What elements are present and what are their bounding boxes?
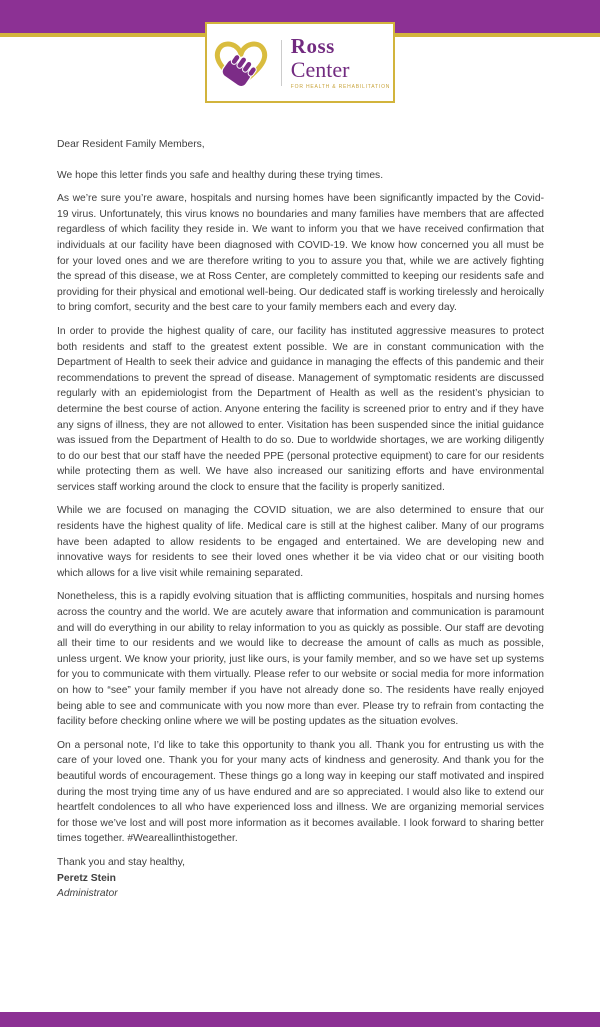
signature-title: Administrator (57, 888, 118, 900)
letter-paragraph: While we are focused on managing the COVID situation, we are also determined to ensure that our residents have the highest quality of life. Medical care is still at the highest caliber. Many of our programs have been adapted to allow residents to be engaged and entertained. We are developing new and innovative ways for residents to see their loved ones whether it be via video chat or our visiting booth which allows for a live visit while remaining separated. (57, 505, 544, 579)
footer-purple-bar (0, 1012, 600, 1027)
letter-paragraph: In order to provide the highest quality of care, our facility has instituted aggressive measures to protect both residents and staff to the greatest extent possible. We are in constant communication with the Department of Health to seek their advice and guidance in managing the effects of this pandemic and their recommendations to prevent the spread of disease. Management of symptomatic residents are discussed regularly with an epidemiologist from the Department of Health as well as the resident’s physician to determine the best course of action. Anyone entering the facility is screened prior to entry and if they have any signs of illness, they are not allowed to enter. Visitation has been suspended since the initial guidance was issued from the Department of Health to do so. Due to worldwide shortages, we are working diligently to do our best that our staff have the needed PPE (personal protective equipment) to care for our residents while protecting them as well. We have also increased our sanitizing efforts and have environmental services staff working around the clock to ensure that the facility is properly sanitized. (57, 325, 544, 493)
logo-tagline: FOR HEALTH & REHABILITATION (290, 83, 391, 90)
letter-paragraph: On a personal note, I’d like to take this opportunity to thank you all. Thank you for entrusting us with the care of your loved one. Thank you for your many acts of kindness and generosity. And thank you for the beautiful words of encouragement. These things go a long way in keeping our staff motivated and inspired during the most trying time any of us have endured and are so appreciated. I would also like to extend our heartfelt condolences to all who have experienced loss and illness. We are organizing memorial services for those we’ve lost and will post more information as it becomes available. I look forward to sharing better times together. #Weareallinthistogether. (57, 739, 544, 845)
letter-paragraph: Nonetheless, this is a rapidly evolving situation that is afflicting communities, hospitals and nursing homes across the country and the world. We are acutely aware that information and communication is paramount and will do everything in our ability to relay information to you as quickly as possible. Our staff are devoting all their time to our residents and we would like to decrease the amount of calls as much as possible, unless urgent. We know your priority, just like ours, is your family member, and so we have set up systems for you to communicate with them virtually. Please refer to our website or social media for more information on how to “see” your family member if you have not already done so. The residents have really enjoyed being able to see and communicate with you now more than ever. Please try to refrain from contacting the facility before checking online where we will be posting updates as the situation evolves. (57, 591, 544, 728)
logo-text (290, 33, 391, 90)
salutation: Dear Resident Family Members, (57, 139, 205, 150)
logo-name-ross: Ross (290, 33, 335, 58)
logo-divider (281, 40, 282, 86)
letter-body (57, 137, 544, 902)
closing: Thank you and stay healthy, (57, 856, 186, 868)
signature-name: Peretz Stein (57, 872, 116, 884)
heart-hand-logo-icon (210, 34, 272, 92)
letter-paragraph: As we’re sure you’re aware, hospitals and nursing homes have been significantly impacted by the Covid-19 virus. Unfortunately, this virus knows no boundaries and many families have members that are affected regardless of which facility they reside in. We want to inform you that we have received confirmation that individuals at our facility have been diagnosed with COVID-19. We know how concerned you all must be for your loved ones and we are therefore writing to you to assure you that, while we are actively fighting the spread of this disease, we at Ross Center, are completely committed to keeping our residents safe and providing for their physical and emotional well-being. Our dedicated staff is working tirelessly and heroically to bring comfort, security and the best care to your family members each and every day. (57, 193, 544, 314)
logo-name-center: Center (290, 56, 350, 82)
letterhead (0, 0, 600, 90)
ross-center-logo (205, 22, 395, 103)
letter-paragraph: We hope this letter finds you safe and healthy during these trying times. (57, 169, 384, 181)
